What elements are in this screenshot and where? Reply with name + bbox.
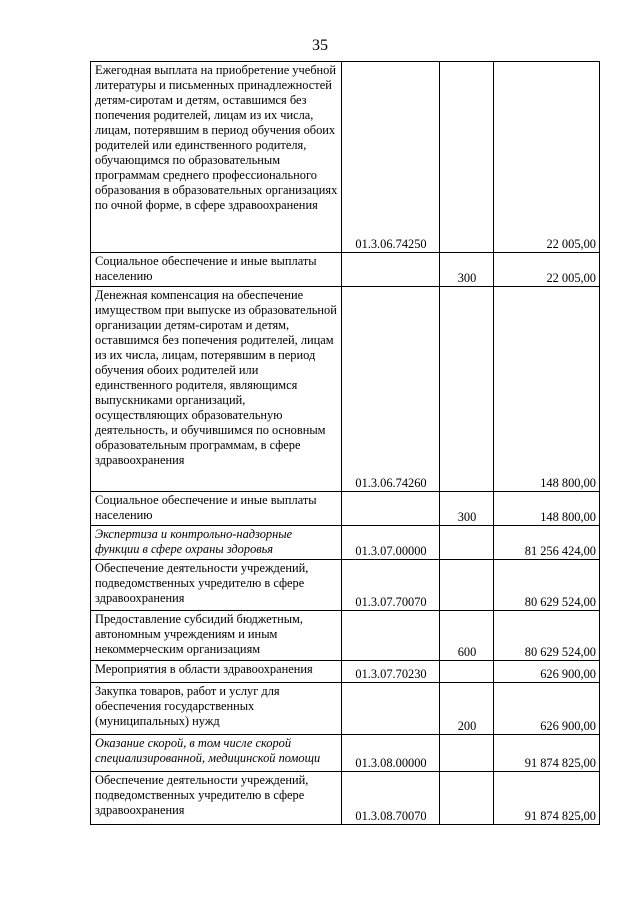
table-row bbox=[91, 492, 600, 526]
row-name: Обеспечение деятельности учреждений, подведомственных учредителю в сфере здравоохранения bbox=[91, 560, 342, 611]
table-row bbox=[91, 683, 600, 735]
table-row bbox=[91, 661, 600, 683]
row-expense-type: 300 bbox=[440, 253, 494, 287]
row-expense-type bbox=[440, 287, 494, 492]
row-sum: 626 900,00 bbox=[494, 683, 600, 735]
budget-table bbox=[90, 61, 600, 825]
table-row bbox=[91, 772, 600, 825]
row-code: 01.3.06.74260 bbox=[342, 287, 440, 492]
row-code bbox=[342, 611, 440, 661]
row-code bbox=[342, 253, 440, 287]
row-sum: 22 005,00 bbox=[494, 62, 600, 253]
table-row bbox=[91, 526, 600, 560]
row-name: Оказание скорой, в том числе скорой специализированной, медицинской помощи bbox=[91, 735, 342, 772]
table-row bbox=[91, 253, 600, 287]
page-number: 35 bbox=[312, 37, 328, 54]
row-sum: 626 900,00 bbox=[494, 661, 600, 683]
table-row bbox=[91, 62, 600, 253]
row-code: 01.3.07.00000 bbox=[342, 526, 440, 560]
row-code bbox=[342, 492, 440, 526]
row-sum: 91 874 825,00 bbox=[494, 772, 600, 825]
row-name: Социальное обеспечение и иные выплаты населению bbox=[91, 492, 342, 526]
table-row bbox=[91, 735, 600, 772]
row-expense-type: 200 bbox=[440, 683, 494, 735]
row-name: Ежегодная выплата на приобретение учебной литературы и письменных принадлежностей детям-сиротам и детям, оставшимся без попечения родителей, лицам из их числа, лицам, потерявшим в период обучения обоих родителей или единственного родителя, обучающимся по образовательным программам среднего профессионального образования в образовательных организациях по очной форме, в сфере здравоохранения bbox=[91, 62, 342, 253]
table-row bbox=[91, 560, 600, 611]
row-name: Предоставление субсидий бюджетным, автономным учреждениям и иным некоммерческим организациям bbox=[91, 611, 342, 661]
table-row bbox=[91, 287, 600, 492]
row-name: Экспертиза и контрольно-надзорные функции в сфере охраны здоровья bbox=[91, 526, 342, 560]
row-code: 01.3.08.00000 bbox=[342, 735, 440, 772]
table-row bbox=[91, 611, 600, 661]
row-name: Закупка товаров, работ и услуг для обеспечения государственных (муниципальных) нужд bbox=[91, 683, 342, 735]
row-sum: 22 005,00 bbox=[494, 253, 600, 287]
row-sum: 80 629 524,00 bbox=[494, 611, 600, 661]
row-expense-type: 300 bbox=[440, 492, 494, 526]
row-sum: 91 874 825,00 bbox=[494, 735, 600, 772]
row-expense-type bbox=[440, 526, 494, 560]
row-sum: 148 800,00 bbox=[494, 287, 600, 492]
row-expense-type: 600 bbox=[440, 611, 494, 661]
row-code: 01.3.07.70230 bbox=[342, 661, 440, 683]
row-expense-type bbox=[440, 772, 494, 825]
row-expense-type bbox=[440, 735, 494, 772]
row-expense-type bbox=[440, 661, 494, 683]
row-sum: 148 800,00 bbox=[494, 492, 600, 526]
row-name: Денежная компенсация на обеспечение имуществом при выпуске из образовательной организации детям-сиротам и детям, оставшимся без попечения родителей, лицам из их числа, лицам, потерявшим в период обучения обоих родителей или единственного родителя, являющимся выпускниками организаций, осуществляющих образовательную деятельность, и обучившимся по основным образовательным программам, в сфере здравоохранения bbox=[91, 287, 342, 492]
row-code: 01.3.07.70070 bbox=[342, 560, 440, 611]
row-sum: 80 629 524,00 bbox=[494, 560, 600, 611]
row-name: Социальное обеспечение и иные выплаты населению bbox=[91, 253, 342, 287]
row-sum: 81 256 424,00 bbox=[494, 526, 600, 560]
row-name: Обеспечение деятельности учреждений, подведомственных учредителю в сфере здравоохранения bbox=[91, 772, 342, 825]
row-name: Мероприятия в области здравоохранения bbox=[91, 661, 342, 683]
row-expense-type bbox=[440, 560, 494, 611]
row-code: 01.3.08.70070 bbox=[342, 772, 440, 825]
row-code bbox=[342, 683, 440, 735]
row-expense-type bbox=[440, 62, 494, 253]
row-code: 01.3.06.74250 bbox=[342, 62, 440, 253]
